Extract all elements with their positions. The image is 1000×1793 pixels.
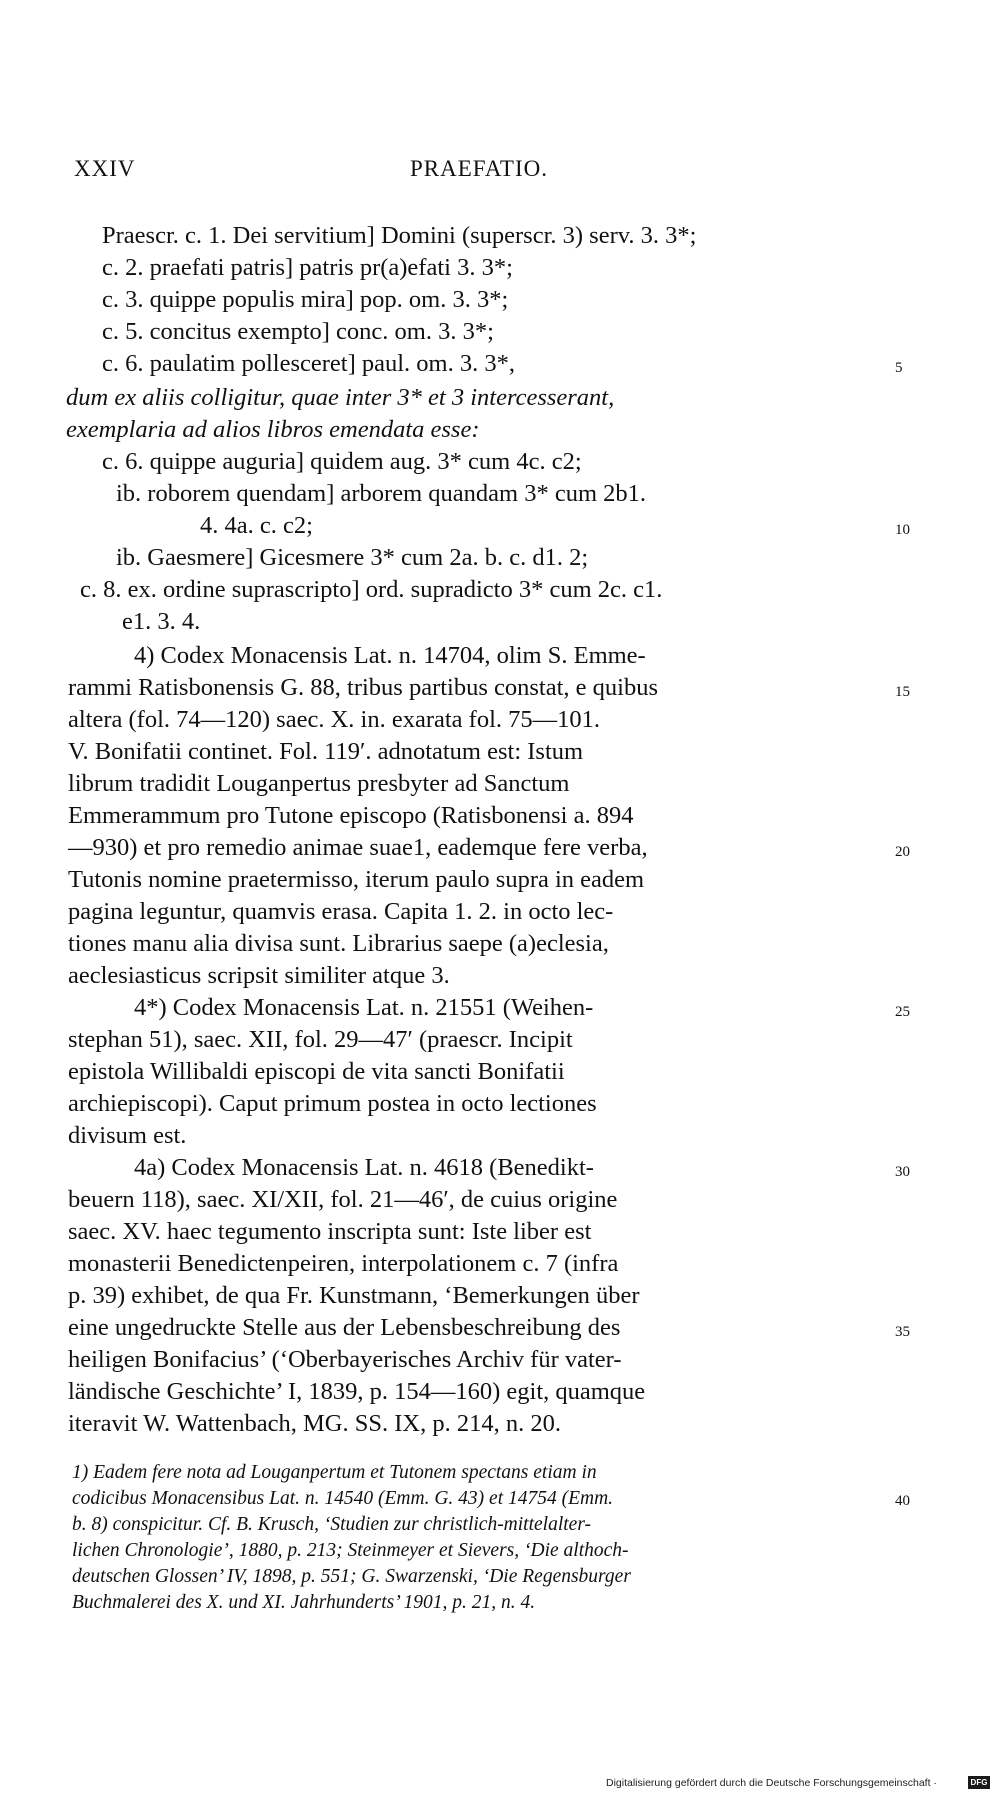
line-text: ländische Geschichte’ I, 1839, p. 154—160) egit, quamque xyxy=(68,1378,646,1405)
line-text: c. 8. ex. ordine suprascripto] ord. supradicto 3* cum 2c. c1. xyxy=(80,576,663,603)
text-line xyxy=(0,1376,1000,1408)
line-number: 20 xyxy=(895,844,910,860)
footnote-line xyxy=(0,1538,1000,1564)
text-line xyxy=(0,672,1000,704)
line-text: pagina leguntur, quamvis erasa. Capita 1. 2. in octo lec- xyxy=(68,898,614,925)
text-line xyxy=(0,252,1000,284)
line-text: monasterii Benedictenpeiren, interpolationem c. 7 (infra xyxy=(68,1250,619,1277)
line-text: c. 5. concitus exempto] conc. om. 3. 3*; xyxy=(102,318,494,345)
line-text: c. 6. paulatim pollesceret] paul. om. 3. 3*, xyxy=(102,350,515,377)
line-text: iteravit W. Wattenbach, MG. SS. IX, p. 214, n. 20. xyxy=(68,1410,561,1437)
text-line xyxy=(0,1056,1000,1088)
line-text: lichen Chronologie’, 1880, p. 213; Steinmeyer et Sievers, ‘Die althoch- xyxy=(72,1540,629,1561)
dfg-logo-icon: DFG xyxy=(968,1776,990,1789)
text-line xyxy=(0,1216,1000,1248)
line-text: heiligen Bonifacius’ (‘Oberbayerisches Archiv für vater- xyxy=(68,1346,622,1373)
text-line xyxy=(0,1088,1000,1120)
line-number: 15 xyxy=(895,684,910,700)
text-line xyxy=(0,1248,1000,1280)
line-text: rammi Ratisbonensis G. 88, tribus partibus constat, e quibus xyxy=(68,674,658,701)
line-text: deutschen Glossen’ IV, 1898, p. 551; G. Swarzenski, ‘Die Regensburger xyxy=(72,1566,631,1587)
line-text: Praescr. c. 1. Dei servitium] Domini (superscr. 3) serv. 3. 3*; xyxy=(102,222,697,249)
line-text: e1. 3. 4. xyxy=(122,608,201,635)
running-header xyxy=(74,156,894,186)
footnote-line xyxy=(0,1590,1000,1616)
line-number: 35 xyxy=(895,1324,910,1340)
page-title: PRAEFATIO. xyxy=(409,156,548,181)
text-line xyxy=(0,1280,1000,1312)
line-text: V. Bonifatii continet. Fol. 119′. adnotatum est: Istum xyxy=(68,738,584,765)
text-line xyxy=(0,478,1000,510)
text-line xyxy=(0,1344,1000,1376)
line-text: archiepiscopi). Caput primum postea in octo lectiones xyxy=(68,1090,597,1117)
line-text: divisum est. xyxy=(68,1122,187,1149)
line-text: ib. roborem quendam] arborem quandam 3* cum 2b1. xyxy=(116,480,647,507)
line-text: tiones manu alia divisa sunt. Librarius saepe (a)eclesia, xyxy=(68,930,609,957)
line-text: 4) Codex Monacensis Lat. n. 14704, olim S. Emme- xyxy=(134,642,646,669)
line-text: 4. 4a. c. c2; xyxy=(200,512,313,539)
line-number: 40 xyxy=(895,1493,910,1509)
line-text: 4a) Codex Monacensis Lat. n. 4618 (Benedikt- xyxy=(134,1154,594,1181)
text-line xyxy=(0,1408,1000,1440)
text-line xyxy=(0,640,1000,672)
text-line xyxy=(0,768,1000,800)
text-line xyxy=(0,348,1000,380)
line-text: dum ex aliis colligitur, quae inter 3* et 3 intercesserant, xyxy=(66,384,615,411)
text-line xyxy=(0,864,1000,896)
text-line xyxy=(0,284,1000,316)
line-text: eine ungedruckte Stelle aus der Lebensbeschreibung des xyxy=(68,1314,621,1341)
line-text: 4*) Codex Monacensis Lat. n. 21551 (Weihen- xyxy=(134,994,594,1021)
line-text: stephan 51), saec. XII, fol. 29—47′ (praescr. Incipit xyxy=(68,1026,573,1053)
text-line xyxy=(0,960,1000,992)
line-text: beuern 118), saec. XI/XII, fol. 21—46′, de cuius origine xyxy=(68,1186,618,1213)
line-text: p. 39) exhibet, de qua Fr. Kunstmann, ‘Bemerkungen über xyxy=(68,1282,640,1309)
line-text: exemplaria ad alios libros emendata esse: xyxy=(66,416,480,443)
line-text: codicibus Monacensibus Lat. n. 14540 (Emm. G. 43) et 14754 (Emm. xyxy=(72,1488,614,1509)
text-line xyxy=(0,1024,1000,1056)
line-text: b. 8) conspicitur. Cf. B. Krusch, ‘Studien zur christlich-mittelalter- xyxy=(72,1514,592,1535)
footnote-line xyxy=(0,1486,1000,1512)
line-number: 25 xyxy=(895,1004,910,1020)
text-line xyxy=(0,1152,1000,1184)
line-text: aeclesiasticus scripsit similiter atque 3. xyxy=(68,962,450,989)
text-line xyxy=(0,542,1000,574)
text-line xyxy=(0,1184,1000,1216)
text-line xyxy=(0,606,1000,638)
line-text: Tutonis nomine praetermisso, iterum paulo supra in eadem xyxy=(68,866,645,893)
text-line xyxy=(0,316,1000,348)
line-text: altera (fol. 74—120) saec. X. in. exarata fol. 75—101. xyxy=(68,706,601,733)
line-text: ib. Gaesmere] Gicesmere 3* cum 2a. b. c. d1. 2; xyxy=(116,544,589,571)
line-text: c. 3. quippe populis mira] pop. om. 3. 3*; xyxy=(102,286,509,313)
text-line xyxy=(0,1312,1000,1344)
line-number: 30 xyxy=(895,1164,910,1180)
text-line xyxy=(0,896,1000,928)
text-line xyxy=(0,382,1000,414)
line-number: 10 xyxy=(895,522,910,538)
text-line xyxy=(0,510,1000,542)
page-number: XXIV xyxy=(74,156,136,181)
line-text: Emmerammum pro Tutone episcopo (Ratisbonensi a. 894 xyxy=(68,802,634,829)
text-line xyxy=(0,800,1000,832)
line-text: —930) et pro remedio animae suae1, eademque fere verba, xyxy=(68,834,648,861)
text-line xyxy=(0,736,1000,768)
text-line xyxy=(0,220,1000,252)
text-line xyxy=(0,446,1000,478)
text-line xyxy=(0,574,1000,606)
footnote-line xyxy=(0,1460,1000,1486)
line-number: 5 xyxy=(895,360,903,376)
line-text: librum tradidit Louganpertus presbyter ad Sanctum xyxy=(68,770,570,797)
line-text: 1) Eadem fere nota ad Louganpertum et Tutonem spectans etiam in xyxy=(72,1462,597,1483)
digitization-credit: Digitalisierung gefördert durch die Deutsche Forschungsgemeinschaft · xyxy=(606,1777,937,1789)
text-line xyxy=(0,414,1000,446)
line-text: c. 6. quippe auguria] quidem aug. 3* cum 4c. c2; xyxy=(102,448,582,475)
text-line xyxy=(0,928,1000,960)
text-line xyxy=(0,992,1000,1024)
footnote-line xyxy=(0,1564,1000,1590)
text-line xyxy=(0,1120,1000,1152)
line-text: saec. XV. haec tegumento inscripta sunt: Iste liber est xyxy=(68,1218,592,1245)
footnote-line xyxy=(0,1512,1000,1538)
line-text: Buchmalerei des X. und XI. Jahrhunderts’ 1901, p. 21, n. 4. xyxy=(72,1592,536,1613)
line-text: c. 2. praefati patris] patris pr(a)efati 3. 3*; xyxy=(102,254,513,281)
text-line xyxy=(0,704,1000,736)
line-text: epistola Willibaldi episcopi de vita sancti Bonifatii xyxy=(68,1058,565,1085)
text-line xyxy=(0,832,1000,864)
